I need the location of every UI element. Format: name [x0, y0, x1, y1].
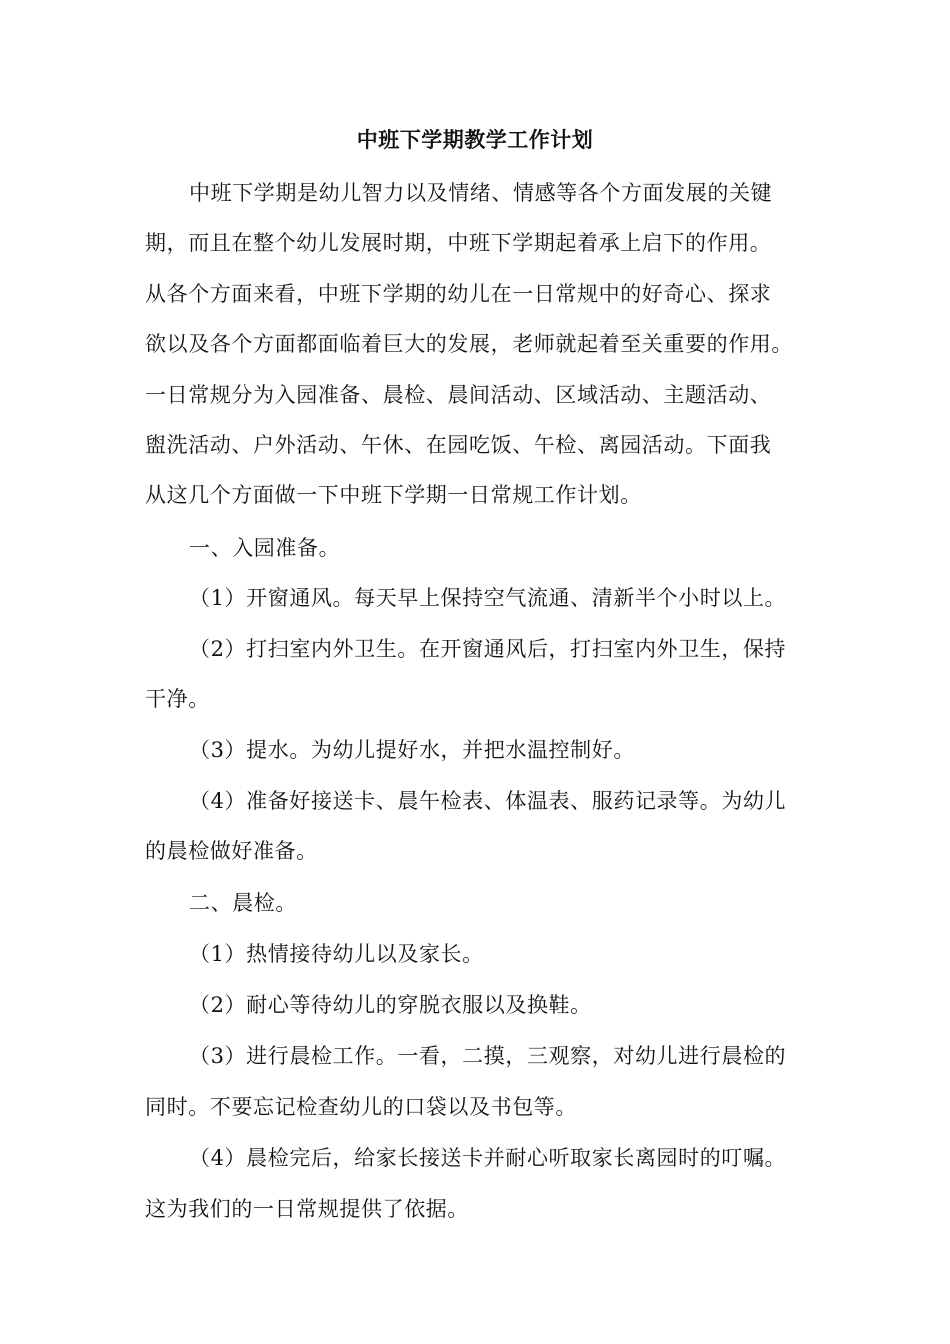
list-item: （4）晨检完后，给家长接送卡并耐心听取家长离园时的叮嘱。	[189, 1146, 787, 1170]
paragraph-line: 欲以及各个方面都面临着巨大的发展，老师就起着至关重要的作用。	[145, 332, 793, 356]
list-item-continuation: 干净。	[145, 687, 210, 711]
paragraph-line: 中班下学期是幼儿智力以及情绪、情感等各个方面发展的关键	[189, 181, 773, 205]
paragraph-line: 盥洗活动、户外活动、午休、在园吃饭、午检、离园活动。下面我	[145, 433, 772, 457]
paragraph-line: 期，而且在整个幼儿发展时期，中班下学期起着承上启下的作用。	[145, 231, 772, 255]
list-item-continuation: 这为我们的一日常规提供了依据。	[145, 1197, 469, 1221]
document-title: 中班下学期教学工作计划	[356, 127, 594, 152]
list-item-continuation: 的晨检做好准备。	[145, 839, 318, 863]
list-item: （2）打扫室内外卫生。在开窗通风后，打扫室内外卫生，保持	[189, 637, 787, 661]
list-item-continuation: 同时。不要忘记检查幼儿的口袋以及书包等。	[145, 1095, 577, 1119]
list-item: （3）进行晨检工作。一看，二摸，三观察，对幼儿进行晨检的	[189, 1044, 787, 1068]
paragraph-line: 从这几个方面做一下中班下学期一日常规工作计划。	[145, 483, 642, 507]
section-heading: 一、入园准备。	[189, 536, 341, 560]
list-item: （3）提水。为幼儿提好水，并把水温控制好。	[189, 738, 635, 762]
list-item: （2）耐心等待幼儿的穿脱衣服以及换鞋。	[189, 993, 592, 1017]
paragraph-line: 一日常规分为入园准备、晨检、晨间活动、区域活动、主题活动、	[145, 383, 772, 407]
list-item: （4）准备好接送卡、晨午检表、体温表、服药记录等。为幼儿	[189, 789, 787, 813]
section-heading: 二、晨检。	[189, 891, 297, 915]
list-item: （1）热情接待幼儿以及家长。	[189, 942, 484, 966]
list-item: （1）开窗通风。每天早上保持空气流通、清新半个小时以上。	[189, 586, 787, 610]
paragraph-line: 从各个方面来看，中班下学期的幼儿在一日常规中的好奇心、探求	[145, 282, 772, 306]
